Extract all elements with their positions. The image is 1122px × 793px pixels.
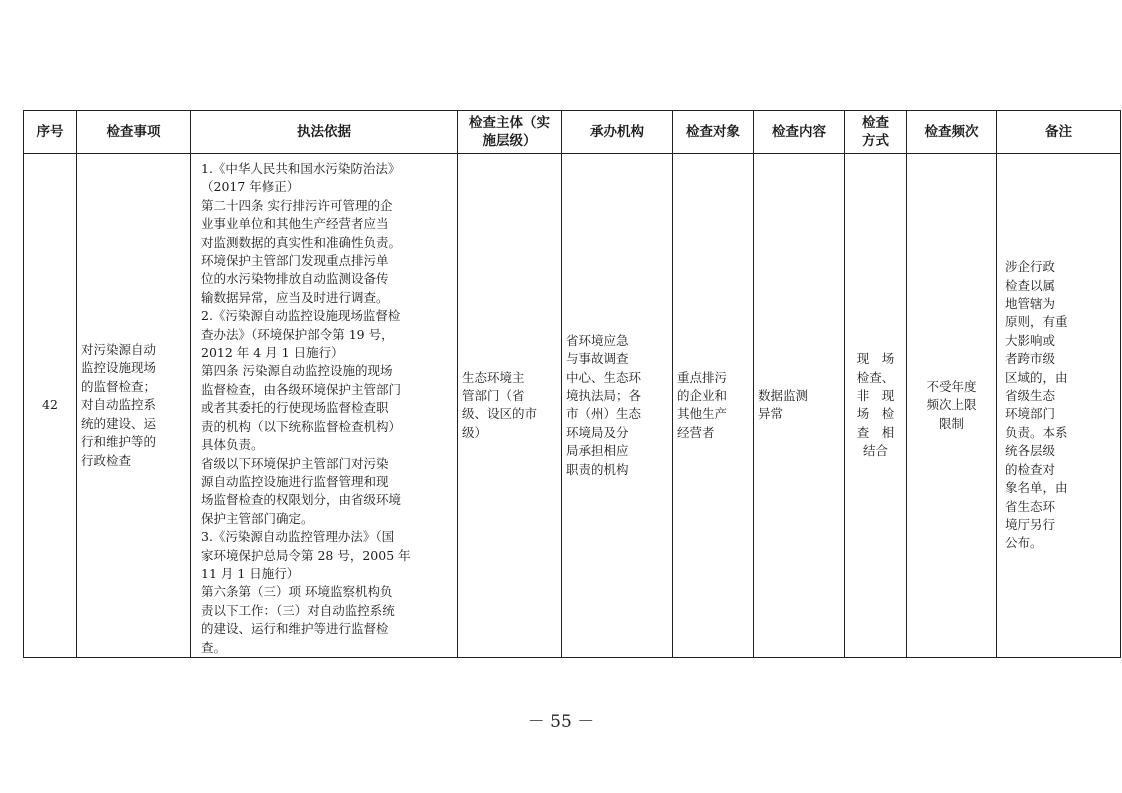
cell-text-line: 家环境保护总局令第 28 号，2005 年 [201, 547, 411, 563]
header-row [24, 111, 1121, 154]
cell-text-line: 的检查对 [1005, 461, 1056, 477]
cell-text-line: 涉企行政 [1005, 259, 1056, 275]
cell-text-line: 职责的机构 [566, 461, 629, 477]
cell-text-line: 区域的，由 [1005, 369, 1068, 385]
cell-text-line: 环境局及分 [566, 424, 629, 440]
cell-text-line: 者跨市级 [1005, 351, 1056, 367]
cell-text-line: 地管辖为 [1005, 296, 1056, 312]
cell-text-line: 省生态环 [1005, 498, 1056, 514]
cell-seq: 42 [24, 154, 77, 658]
cell-agency [562, 154, 673, 658]
cell-text-line: 中心、生态环 [566, 369, 642, 385]
cell-text-line: 对自动监控系 [81, 397, 157, 413]
cell-basis [191, 154, 458, 658]
cell-text-line: 第六条第（三）项 环境监察机构负 [201, 584, 393, 600]
cell-text-line: 其他生产 [677, 406, 728, 422]
page-number: － 55 － [527, 712, 595, 732]
cell-text-line: 环境部门 [1005, 406, 1056, 422]
cell-text-line: 的监督检查； [81, 378, 157, 394]
cell-text-line: 与事故调查 [566, 351, 629, 367]
cell-text-line: 省环境应急 [566, 332, 629, 348]
cell-content [754, 154, 845, 658]
cell-text-line: 2.《污染源自动监控设施现场监督检 [201, 308, 401, 324]
header-subject: 检查主体（实施层级） [458, 111, 562, 154]
cell-text-line: 查。 [201, 639, 227, 655]
cell-text-line: 统的建设、运 [81, 415, 157, 431]
cell-text-line: 的企业和 [677, 388, 728, 404]
cell-text-line: 大影响或 [1005, 332, 1056, 348]
cell-text-line: 位的水污染物排放自动监测设备传 [201, 271, 389, 287]
header-target: 检查对象 [673, 111, 754, 154]
cell-text-line: 行和维护等的 [81, 434, 157, 450]
cell-text-line: 省级生态 [1005, 388, 1056, 404]
cell-text-line: 查 相 [856, 424, 895, 440]
cell-text-line: 境执法局；各 [566, 388, 642, 404]
cell-text-line: 省级以下环境保护主管部门对污染 [201, 455, 389, 471]
cell-text-line: 场 检 [856, 406, 895, 422]
cell-subject [458, 154, 562, 658]
cell-text-line: 源自动监控设施进行监督管理和现 [201, 473, 389, 489]
header-item: 检查事项 [77, 111, 191, 154]
cell-text-line: 对污染源自动 [81, 342, 157, 358]
cell-text-line: 对监测数据的真实性和准确性负责。 [201, 234, 402, 250]
cell-text-line: 责的机构（以下统称监督检查机构） [201, 418, 402, 434]
header-basis: 执法依据 [191, 111, 458, 154]
cell-text-line: 不受年度 [926, 378, 977, 394]
cell-text-line: 检查、 [856, 369, 895, 385]
cell-text-line: 生态环境主 [462, 369, 525, 385]
cell-text-line: 数据监测 [758, 388, 809, 404]
cell-text-line: 现 场 [856, 351, 895, 367]
inspection-table [23, 110, 1121, 658]
cell-text-line: 象名单，由 [1005, 480, 1068, 496]
header-method: 检查方式 [845, 111, 907, 154]
cell-text-line: 级） [462, 424, 488, 440]
cell-text-line: 监控设施现场 [81, 360, 157, 376]
cell-text-line: 具体负责。 [201, 437, 264, 453]
cell-text-line: 结合 [862, 443, 888, 459]
header-agency: 承办机构 [562, 111, 673, 154]
header-frequency: 检查频次 [907, 111, 997, 154]
cell-text-line: 1.《中华人民共和国水污染防治法》 [201, 161, 401, 176]
header-seq: 序号 [24, 111, 77, 154]
cell-notes [997, 154, 1121, 658]
table-row [24, 154, 1121, 658]
cell-text-line: 限制 [938, 415, 964, 431]
cell-text-line: 2012 年 4 月 1 日施行） [201, 345, 344, 361]
cell-text-line: 市（州）生态 [566, 406, 642, 422]
cell-text-line: 异常 [758, 406, 784, 422]
cell-text-line: 负责。本系 [1005, 424, 1068, 440]
cell-text-line: 原则，有重 [1005, 314, 1068, 330]
cell-text-line: 或者其委托的行使现场监督检查职 [201, 400, 389, 416]
cell-frequency [907, 154, 997, 658]
cell-method [845, 154, 907, 658]
cell-text-line: 公布。 [1005, 535, 1043, 551]
cell-text-line: 责以下工作：（三）对自动监控系统 [201, 602, 395, 618]
cell-text-line: 保护主管部门确定。 [201, 510, 314, 526]
cell-text-line: 检查以属 [1005, 277, 1056, 293]
header-notes: 备注 [997, 111, 1121, 154]
cell-text-line: 第四条 污染源自动监控设施的现场 [201, 363, 393, 379]
cell-text-line: 级、设区的市 [462, 406, 538, 422]
cell-text-line: 重点排污 [677, 369, 728, 385]
cell-text-line: （2017 年修正） [201, 179, 300, 195]
cell-text-line: 查办法》（环境保护部令第 19 号， [201, 326, 394, 342]
cell-item [77, 154, 191, 658]
cell-text-line: 11 月 1 日施行） [201, 565, 300, 581]
cell-text-line: 经营者 [677, 424, 715, 440]
cell-text-line: 监督检查，由各级环境保护主管部门 [201, 381, 402, 397]
cell-text-line: 环境保护主管部门发现重点排污单 [201, 253, 389, 269]
cell-text-line: 境厅另行 [1005, 516, 1056, 532]
cell-text-line: 频次上限 [926, 397, 977, 413]
header-content: 检查内容 [754, 111, 845, 154]
cell-text-line: 统各层级 [1005, 443, 1056, 459]
cell-text-line: 管部门（省 [462, 388, 525, 404]
cell-target [673, 154, 754, 658]
cell-text-line: 输数据异常，应当及时进行调查。 [201, 289, 389, 305]
cell-text-line: 非 现 [856, 388, 895, 404]
cell-text-line: 场监督检查的权限划分，由省级环境 [201, 492, 402, 508]
cell-text-line: 行政检查 [81, 452, 132, 468]
cell-text-line: 局承担相应 [566, 443, 629, 459]
cell-text-line: 3.《污染源自动监控管理办法》（国 [201, 529, 395, 545]
cell-text-line: 业事业单位和其他生产经营者应当 [201, 216, 389, 232]
cell-text-line: 第二十四条 实行排污许可管理的企 [201, 197, 393, 213]
cell-text-line: 的建设、运行和维护等进行监督检 [201, 621, 389, 637]
